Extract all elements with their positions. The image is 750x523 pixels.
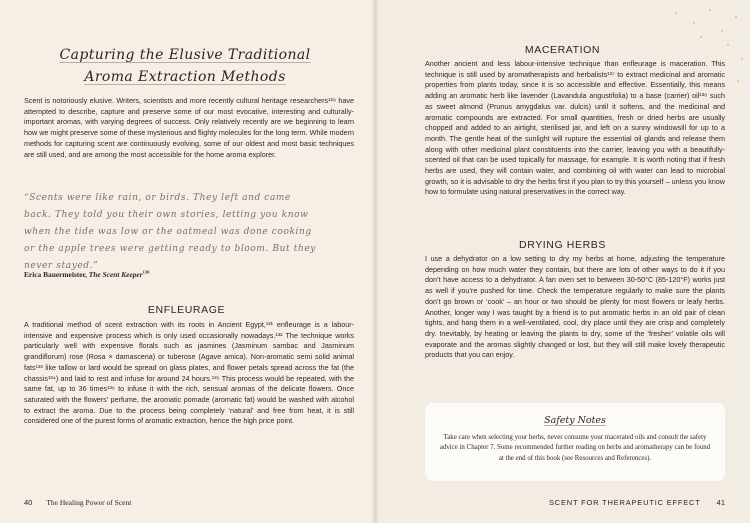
right-folio [535,498,725,507]
safety-notes-box [425,403,725,481]
chapter-title [40,44,330,88]
quote-author: Erica Bauermeister, [24,270,89,279]
drying-herbs-paragraph: I use a dehydrator on a low setting to dry my herbs at home, adjusting the temperature depending on how much water they contain, but there are lots of other ways to do it if you don’t have access to a dehydrator. A fan oven set to between 30-50°C (85-120°F) works just as well if you’re pushed for time. Check the temperature regularly to make sure the plants don’t go brown or ‘cook’ – an hour or two should be plenty for most flowers or leafy herbs. Another, longer way I was taught by a friend is to put aromatic herbs in an old pair of clean tights, and hang them in a well-ventilated, cool, dry place until they are crisp and completely dry. Inevitably, by heating or leaving the plants to dry, some of the ‘fresher’ volatile oils will evaporate and the aromas slightly changed or lost, but they will still make lovely therapeutic products that you can enjoy. [425,254,725,360]
running-head: SCENT FOR THERAPEUTIC EFFECT [548,498,701,507]
drying-herbs-heading: DRYING HERBS [519,239,606,251]
right-page [375,0,750,523]
quote-attribution [24,270,149,279]
maceration-paragraph: Another ancient and less labour-intensive technique than enfleurage is maceration. This technique is still used by aromatherapists and herbalists¹³⁷ to extract medicinal and aromatic properties from plants today, since it is so accessible and effective. Essentially, this means adding an aromatic herb like lavender (Lavandula angustifolia) to a base (carrier) oil¹³⁸ such as sweet almond (Prunus amygdalus var. dulcis) until it softens, and the medicinal and aromatic compounds are extracted. For small quantities, fresh or dried herbs are usually chopped and added to an airtight, sterilised jar, and left on a sunny windowsill for up to a month. The gentle heat of the sunlight will rupture the essential oil glands and release them along with other medicinal plant constituents into the carrier, leaving you with a beautifully-scented oil that can be used topically for massage, for example. It is worth noting that if fresh herbs are used, they will contain water, and combining oil with water can lead to microbial growth, so it is advisable to dry the herbs first if you plan to try this yourself – unless you know how to formulate using natural preservatives in the correct way. [425,59,725,197]
book-title: The Healing Power of Scent [46,498,132,507]
enfleurage-paragraph: A traditional method of scent extraction with its roots in Ancient Egypt,¹³¹ enfleurage is a labour-intensive and expensive process which is only used occasionally nowadays.¹³² The technique works particularly well with expensive florals such as jasmines (Jasminum sambac and Jasminum grandiflorum) rose (Rosa × damascena) or tuberose (Agave amica). Non-aromatic semi solid animal fats¹³³ like tallow or lard would be spread on glass plates, and flower petals spread across the fat (the chassis¹³⁴) and laid to rest and infuse for around 24 hours.¹³⁵ This process would be repeated, with the same fat, up to 36 times¹³⁶ to infuse it with the rich, sensual aromas of the delicate flowers. Once saturated with the flowers’ perfume, the aromatic pomade (aromatic fat) would be washed with alcohol to extract the aroma. Due to the process being completely ‘natural’ and free from heat, it is still considered one of the purest forms of aromatic extraction, hence the high price point. [24,320,354,426]
safety-notes-title: Safety Notes [544,415,606,426]
left-folio [24,498,131,507]
quote-reference: 130 [142,269,150,275]
safety-notes-text: Take care when selecting your herbs, never consume your macerated oils and consult the safety advice in Chapter 7. Some recommended further reading on herbs and aromatherapy can be found at the end of this book (see Resources and References). [439,434,711,462]
enfleurage-heading: ENFLEURAGE [147,304,226,316]
quote-book-title: The Scent Keeper [88,270,143,279]
right-page-number: 41 [716,498,725,507]
book-gutter [372,0,378,523]
left-page-number: 40 [24,498,33,507]
chapter-title-line-2: Aroma Extraction Methods [84,69,286,85]
chapter-title-line-1: Capturing the Elusive Traditional [59,47,311,63]
pull-quote: “Scents were like rain, or birds. They left and came back. They told you their own stories, letting you know when the tide was low or the oatmeal was done cooking or the apple trees were getting ready to bloom. But they never stayed.” [24,193,316,271]
intro-paragraph: Scent is notoriously elusive. Writers, scientists and more recently cultural heritage researchers¹²⁹ have attempted to describe, capture and preserve some of our most evocative, interesting and culturally-important aromas, with varying degrees of success. Only relatively recently are we beginning to learn how we might preserve some of these mysterious and flighty molecules for the long term. While modern methods for capturing scent are continuously evolving, some of our oldest and most basic techniques are still used, and are among the most accessible for the home aroma explorer. [24,96,354,159]
maceration-heading: MACERATION [524,44,601,56]
